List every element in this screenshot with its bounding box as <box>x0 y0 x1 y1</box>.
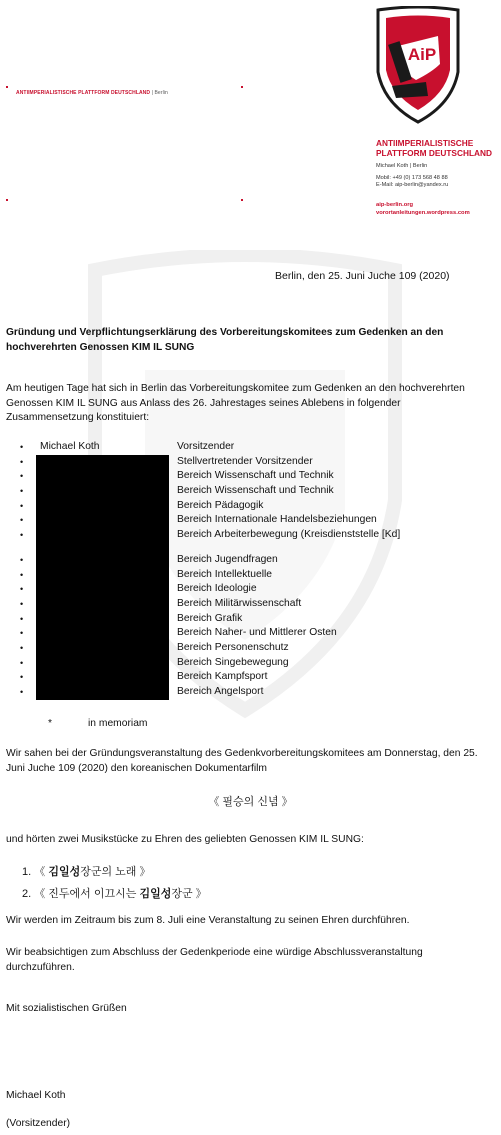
contact-person: Michael Koth | Berlin <box>376 163 428 169</box>
memoriam-text: in memoriam <box>88 718 148 729</box>
fold-mark <box>6 199 8 201</box>
song-pre: 《 <box>34 866 49 878</box>
list-item <box>20 612 490 627</box>
date-line: Berlin, den 25. Juni Juche 109 (2020) <box>275 270 450 282</box>
redaction-bar <box>36 670 169 685</box>
logo-text: AiP <box>407 45 437 64</box>
song-pre: 《 진두에서 이끄시는 <box>34 888 140 900</box>
member-role: Bereich Ideologie <box>177 583 257 595</box>
redaction-bar <box>36 528 169 543</box>
list-item <box>20 484 490 499</box>
member-role: Stellvertretender Vorsitzender <box>177 455 313 467</box>
list-item <box>20 597 490 612</box>
bullet: • <box>20 569 24 580</box>
list-item <box>22 861 207 883</box>
fold-mark <box>6 86 8 88</box>
song-number: 2. <box>22 888 32 900</box>
small-header-org: ANTIIMPERIALISTISCHE PLATTFORM DEUTSCHLAND <box>16 90 151 96</box>
bullet: • <box>20 456 24 467</box>
small-header-sep: | <box>150 90 155 96</box>
bullet: • <box>20 657 24 668</box>
redaction-bar <box>36 484 169 499</box>
signature-role: (Vorsitzender) <box>6 1118 71 1129</box>
redaction-bar <box>36 656 169 671</box>
redaction-bar <box>36 612 169 627</box>
bullet: • <box>20 442 24 452</box>
small-header-city: Berlin <box>154 90 168 96</box>
fold-mark <box>241 199 243 201</box>
greeting: Mit sozialistischen Grüßen <box>6 1003 127 1014</box>
song-post: 장군 》 <box>171 888 207 900</box>
bullet: • <box>20 584 24 595</box>
bullet: • <box>20 628 24 639</box>
song-number: 1. <box>22 866 32 878</box>
redaction-bar <box>36 626 169 641</box>
bullet: • <box>20 554 24 565</box>
memoriam-note <box>48 718 148 729</box>
bullet: • <box>20 642 24 653</box>
list-item <box>20 582 490 597</box>
event-paragraph: Wir sahen bei der Gründungsveranstaltung des Gedenkvorbereitungskomitees am Donnerstag, den 25. Juni Juche 109 (2020) den koreanischen Dokumentarfilm <box>6 748 478 774</box>
list-item <box>20 499 490 514</box>
member-role: Bereich Personenschutz <box>177 641 289 653</box>
bullet: • <box>20 598 24 609</box>
member-role: Bereich Singebewegung <box>177 656 289 668</box>
document-title: Gründung und Verpflichtungserklärung des Vorbereitungskomitees zum Gedenken an den hochverehrten Genossen KIM IL SUNG <box>6 327 444 353</box>
bullet: • <box>20 687 24 697</box>
event2-paragraph: Wir werden im Zeitraum bis zum 8. Juli eine Veranstaltung zu seinen Ehren durchführen. <box>6 915 410 926</box>
member-role: Bereich Wissenschaft und Technik <box>177 470 334 482</box>
org-line2: PLATTFORM DEUTSCHLAND <box>376 148 492 158</box>
redaction-bar <box>36 641 169 656</box>
memoriam-star: * <box>48 718 53 729</box>
contact-email: E-Mail: aip-berlin@yandex.ru <box>376 182 449 188</box>
list-item <box>20 626 490 641</box>
final-paragraph: Wir beabsichtigen zum Abschluss der Gedenkperiode eine würdige Abschlussveranstaltung durchzuführen. <box>6 947 423 973</box>
member-role: Vorsitzender <box>177 441 235 452</box>
list-item <box>20 513 490 528</box>
song-list <box>22 861 207 905</box>
member-role: Bereich Arbeiterbewegung (Kreisdienststelle [Kd] <box>177 529 401 541</box>
member-role: Bereich Kampfsport <box>177 671 268 683</box>
bullet: • <box>20 500 24 511</box>
bullet: • <box>20 613 24 624</box>
signature-name: Michael Koth <box>6 1090 66 1101</box>
member-role: Bereich Naher- und Mittlerer Osten <box>177 627 337 639</box>
member-role: Bereich Wissenschaft und Technik <box>177 485 334 497</box>
member-role: Bereich Angelsport <box>177 686 264 697</box>
redaction-bar <box>36 455 169 470</box>
redaction-bar <box>36 513 169 528</box>
list-gap <box>20 543 490 553</box>
redaction-bar <box>36 553 169 568</box>
bullet: • <box>20 672 24 683</box>
list-item <box>20 469 490 484</box>
redaction-bar <box>36 582 169 597</box>
fold-mark <box>241 86 243 88</box>
member-role: Bereich Jugendfragen <box>177 553 278 565</box>
list-item <box>20 641 490 656</box>
redaction-bar <box>36 597 169 612</box>
list-item <box>20 685 490 700</box>
member-role: Bereich Intellektuelle <box>177 568 273 580</box>
member-role: Bereich Militärwissenschaft <box>177 597 302 609</box>
redaction-bar <box>36 469 169 484</box>
redaction-bar <box>36 568 169 583</box>
bullet: • <box>20 486 24 497</box>
list-item <box>20 528 490 543</box>
member-role: Bereich Internationale Handelsbeziehungen <box>177 514 377 526</box>
bullet: • <box>20 530 24 541</box>
contact-mobile: Mobil: +49 (0) 173 568 48 88 <box>376 174 448 181</box>
music-paragraph: und hörten zwei Musikstücke zu Ehren des geliebten Genossen KIM IL SUNG: <box>6 834 364 845</box>
list-item <box>20 553 490 568</box>
web-link-1[interactable]: aip-berlin.org <box>376 202 414 208</box>
org-name <box>376 138 492 158</box>
member-role: Bereich Grafik <box>177 612 243 624</box>
aip-logo <box>376 6 460 124</box>
list-item <box>20 455 490 470</box>
song-bold: 김일성 <box>48 866 81 878</box>
list-item <box>22 883 207 905</box>
redaction-bar <box>36 685 169 700</box>
member-name: Michael Koth <box>40 441 100 452</box>
member-role: Bereich Pädagogik <box>177 499 264 511</box>
song-post: 장군의 노래 》 <box>80 866 151 878</box>
list-item <box>20 670 490 685</box>
org-line1: ANTIIMPERIALISTISCHE <box>376 138 474 148</box>
web-links <box>376 201 470 217</box>
song-bold: 김일성 <box>139 888 172 900</box>
redaction-bar <box>36 499 169 514</box>
list-item <box>20 656 490 671</box>
web-link-2[interactable]: vorortanleitungen.wordpress.com <box>376 210 470 216</box>
contact-block <box>376 163 448 190</box>
member-list <box>20 440 490 700</box>
list-item <box>20 440 490 455</box>
small-header <box>16 90 168 96</box>
film-title: 《 필승의 신념 》 <box>208 796 293 808</box>
bullet: • <box>20 471 24 482</box>
redaction-bar <box>36 543 169 553</box>
bullet: • <box>20 515 24 526</box>
intro-paragraph: Am heutigen Tage hat sich in Berlin das Vorbereitungskomitee zum Gedenken an den hochverehrten Genossen KIM IL SUNG aus Anlass des 26. Jahrestages seines Ablebens in folgender Zusammensetzung konstituiert: <box>6 383 465 424</box>
list-item <box>20 568 490 583</box>
